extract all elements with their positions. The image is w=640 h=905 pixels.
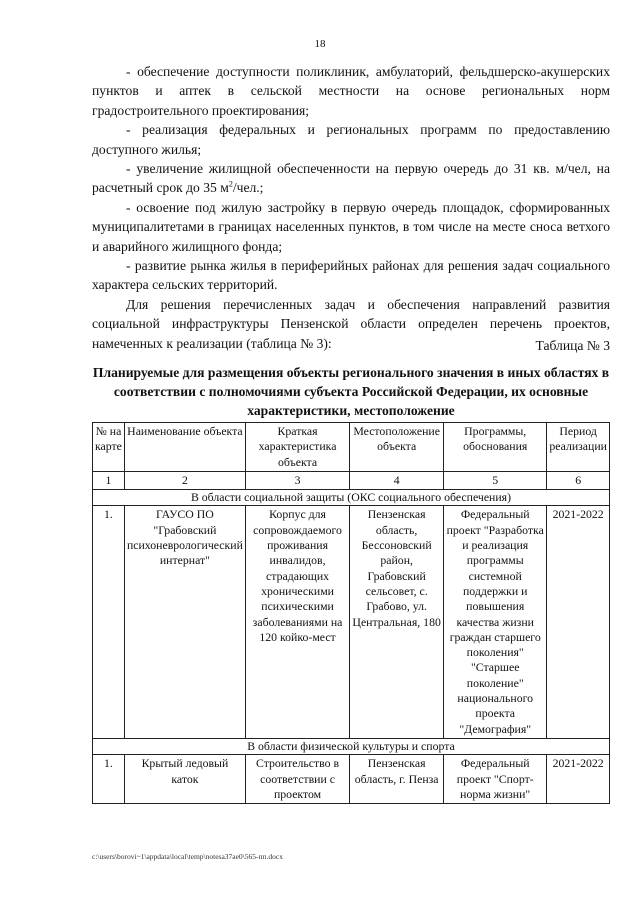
column-number: 1 <box>93 471 125 489</box>
table-cell: 2021-2022 <box>547 506 610 738</box>
table-cell: 1. <box>93 755 125 804</box>
table-header-row <box>93 423 610 472</box>
projects-table <box>92 422 610 804</box>
section-row <box>93 738 610 754</box>
paragraph-housing <box>92 159 610 198</box>
table-row <box>93 506 610 738</box>
column-number: 4 <box>350 471 444 489</box>
header-cell: Местоположение объекта <box>350 423 444 472</box>
table-title: Планируемые для размещения объекты регионального значения в иных областях в соответствии с полномочиями субъекта Российской Федерации, их основные характеристики, местоположение <box>92 365 610 418</box>
section-heading: В области социальной защиты (ОКС социального обеспечения) <box>93 490 610 506</box>
column-number-row <box>93 471 610 489</box>
table-cell: Крытый ледовый каток <box>124 755 245 804</box>
paragraph: - освоение под жилую застройку в первую очередь площадок, сформированных муниципалитетами в границах населенных пунктов, в том числе на месте сноса ветхого и аварийного жилищного фонда; <box>92 199 610 254</box>
table-cell: Пензенская область, Бессоновский район, Грабовский сельсовет, с. Грабово, ул. Центральная, 180 <box>350 506 444 738</box>
table-cell: Строительство в соответствии с проектом <box>245 755 349 804</box>
header-cell: Программы, обоснования <box>444 423 547 472</box>
table-cell: Федеральный проект "Разработка и реализация программы системной поддержки и повышения качества жизни граждан старшего поколения" "Старшее поколение" национального проекта "Демография" <box>444 506 547 738</box>
header-cell: Период реализации <box>547 423 610 472</box>
file-path-footer: c:\users\borovi~1\appdata\local\temp\notesa37ae0\565-пп.docx <box>92 852 283 861</box>
table-cell: Пензенская область, г. Пенза <box>350 755 444 804</box>
header-cell: Краткая характеристика объекта <box>245 423 349 472</box>
table-cell: ГАУСО ПО "Грабовский психоневрологический интернат" <box>124 506 245 738</box>
section-row <box>93 490 610 506</box>
paragraph: - развитие рынка жилья в периферийных районах для решения задач социального характера сельских территорий. <box>92 258 610 293</box>
body-text <box>92 62 610 353</box>
paragraph: Для решения перечисленных задач и обеспечения направлений развития социальной инфраструктуры Пензенской области определен перечень проектов, намеченных к реализации (таблица № 3): <box>92 296 610 351</box>
housing-text-end: /чел.; <box>232 180 264 196</box>
paragraph: - реализация федеральных и региональных программ по предоставлению доступного жилья; <box>92 122 610 157</box>
table-row <box>93 755 610 804</box>
table-cell: 2021-2022 <box>547 755 610 804</box>
column-number: 2 <box>124 471 245 489</box>
table-caption: Таблица № 3 <box>535 338 610 353</box>
table-cell: 1. <box>93 506 125 738</box>
superscript: 2 <box>228 179 233 189</box>
header-cell: № на карте <box>93 423 125 472</box>
column-number: 5 <box>444 471 547 489</box>
column-number: 6 <box>547 471 610 489</box>
paragraph: - обеспечение доступности поликлиник, амбулаторий, фельдшерско-акушерских пунктов и аптек в сельской местности на основе региональных норм градостроительного проектирования; <box>92 64 610 118</box>
table-cell: Корпус для сопровождаемого проживания инвалидов, страдающих хроническими психическими заболеваниями на 120 койко-мест <box>245 506 349 738</box>
table-cell: Федеральный проект "Спорт-норма жизни" <box>444 755 547 804</box>
section-heading: В области физической культуры и спорта <box>93 738 610 754</box>
column-number: 3 <box>245 471 349 489</box>
page-number: 18 <box>314 38 326 50</box>
housing-text: - увеличение жилищной обеспеченности на первую очередь до 31 кв. м/чел, на расчетный срок до 35 м <box>92 161 610 196</box>
header-cell: Наименование объекта <box>124 423 245 472</box>
